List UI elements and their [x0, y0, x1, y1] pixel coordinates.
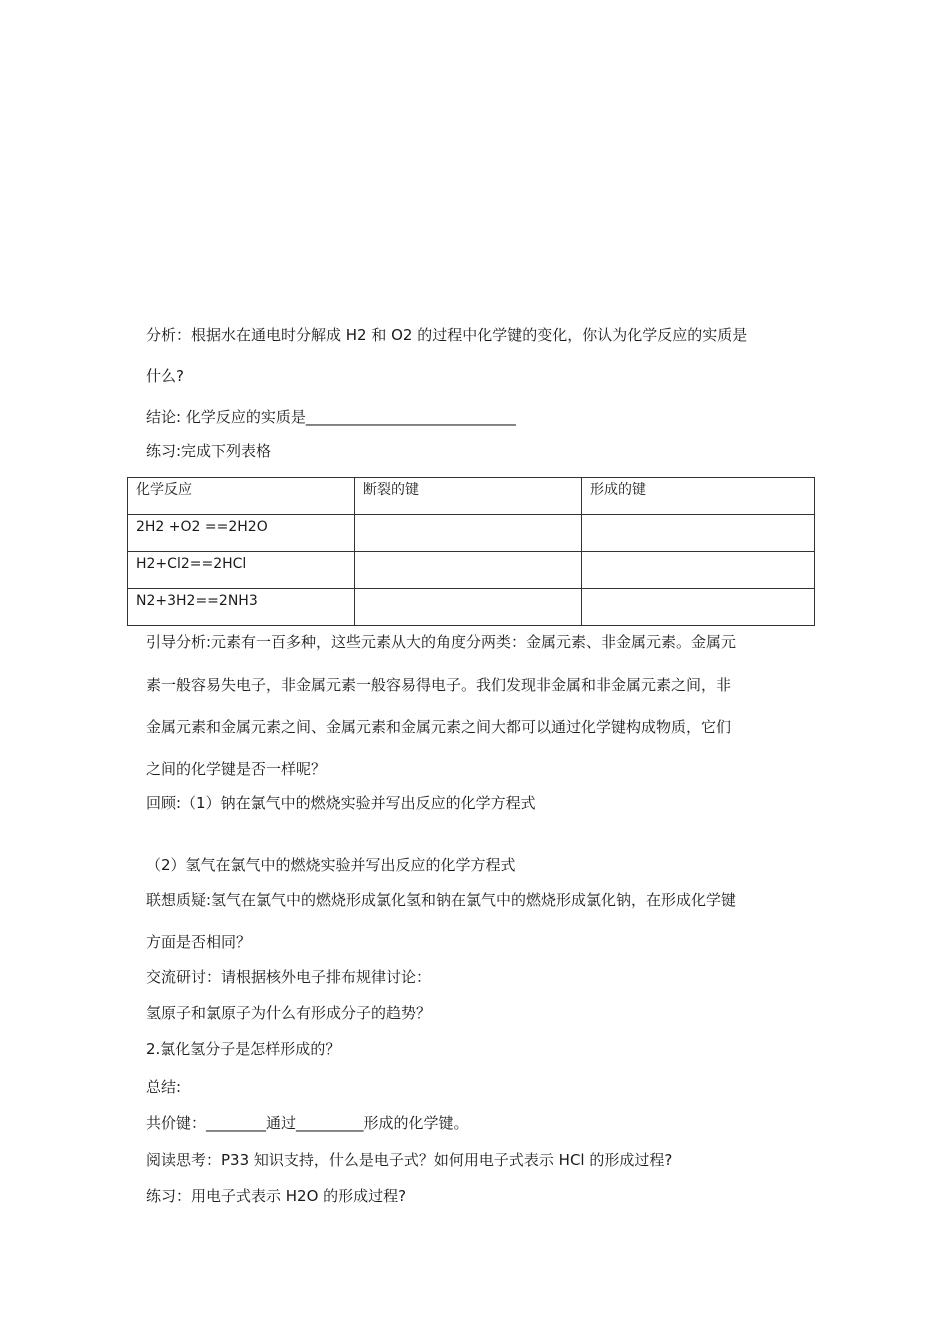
review-line-2: （2）氢气在氯气中的燃烧实验并写出反应的化学方程式 — [146, 856, 516, 874]
table-cell — [582, 589, 815, 626]
review-line-1: 回顾:（1）钠在氯气中的燃烧实验并写出反应的化学方程式 — [146, 794, 536, 812]
table-row — [128, 552, 815, 589]
table-header-cell: 形成的键 — [582, 478, 815, 515]
analysis-line-1: 分析：根据水在通电时分解成 H2 和 O2 的过程中化学键的变化，你认为化学反应的实质是 — [146, 326, 748, 344]
guide-line-2: 素一般容易失电子，非金属元素一般容易得电子。我们发现非金属和非金属元素之间，非 — [146, 676, 732, 694]
table-cell — [355, 589, 582, 626]
guide-line-4: 之间的化学键是否一样呢？ — [146, 760, 327, 778]
table-cell — [355, 552, 582, 589]
table-cell — [355, 515, 582, 552]
table-row — [128, 515, 815, 552]
association-line-2: 方面是否相同？ — [146, 933, 252, 951]
conclusion-line: 结论: 化学反应的实质是____________________________ — [146, 408, 516, 426]
table-cell: 2H2 +O2 ==2H2O — [128, 515, 355, 552]
practice-line: 练习：用电子式表示 H2O 的形成过程? — [146, 1187, 407, 1205]
table-row — [128, 589, 815, 626]
table-header-row — [128, 478, 815, 515]
reaction-table — [127, 477, 815, 626]
covalent-bond-line: 共价键：________通过_________形成的化学键。 — [146, 1114, 469, 1132]
table-header-cell: 化学反应 — [128, 478, 355, 515]
exercise-line: 练习:完成下列表格 — [146, 442, 272, 460]
summary-label: 总结: — [146, 1078, 182, 1096]
guide-line-3: 金属元素和金属元素之间、金属元素和金属元素之间大都可以通过化学键构成物质，它们 — [146, 718, 732, 736]
question-2: 2.氯化氢分子是怎样形成的？ — [146, 1040, 341, 1058]
table-cell: H2+Cl2==2HCl — [128, 552, 355, 589]
reading-line: 阅读思考：P33 知识支持，什么是电子式？如何用电子式表示 HCl 的形成过程? — [146, 1151, 673, 1169]
table-header-cell: 断裂的键 — [355, 478, 582, 515]
association-line-1: 联想质疑:氢气在氯气中的燃烧形成氯化氢和钠在氯气中的燃烧形成氯化钠，在形成化学键 — [146, 891, 737, 909]
question-1: 氢原子和氯原子为什么有形成分子的趋势？ — [146, 1004, 432, 1022]
analysis-line-2: 什么? — [146, 367, 184, 385]
table-cell — [582, 515, 815, 552]
discussion-line: 交流研讨：请根据核外电子排布规律讨论： — [146, 968, 432, 986]
table-cell — [582, 552, 815, 589]
table-cell: N2+3H2==2NH3 — [128, 589, 355, 626]
guide-line-1: 引导分析:元素有一百多种，这些元素从大的角度分两类：金属元素、非金属元素。金属元 — [146, 633, 737, 651]
